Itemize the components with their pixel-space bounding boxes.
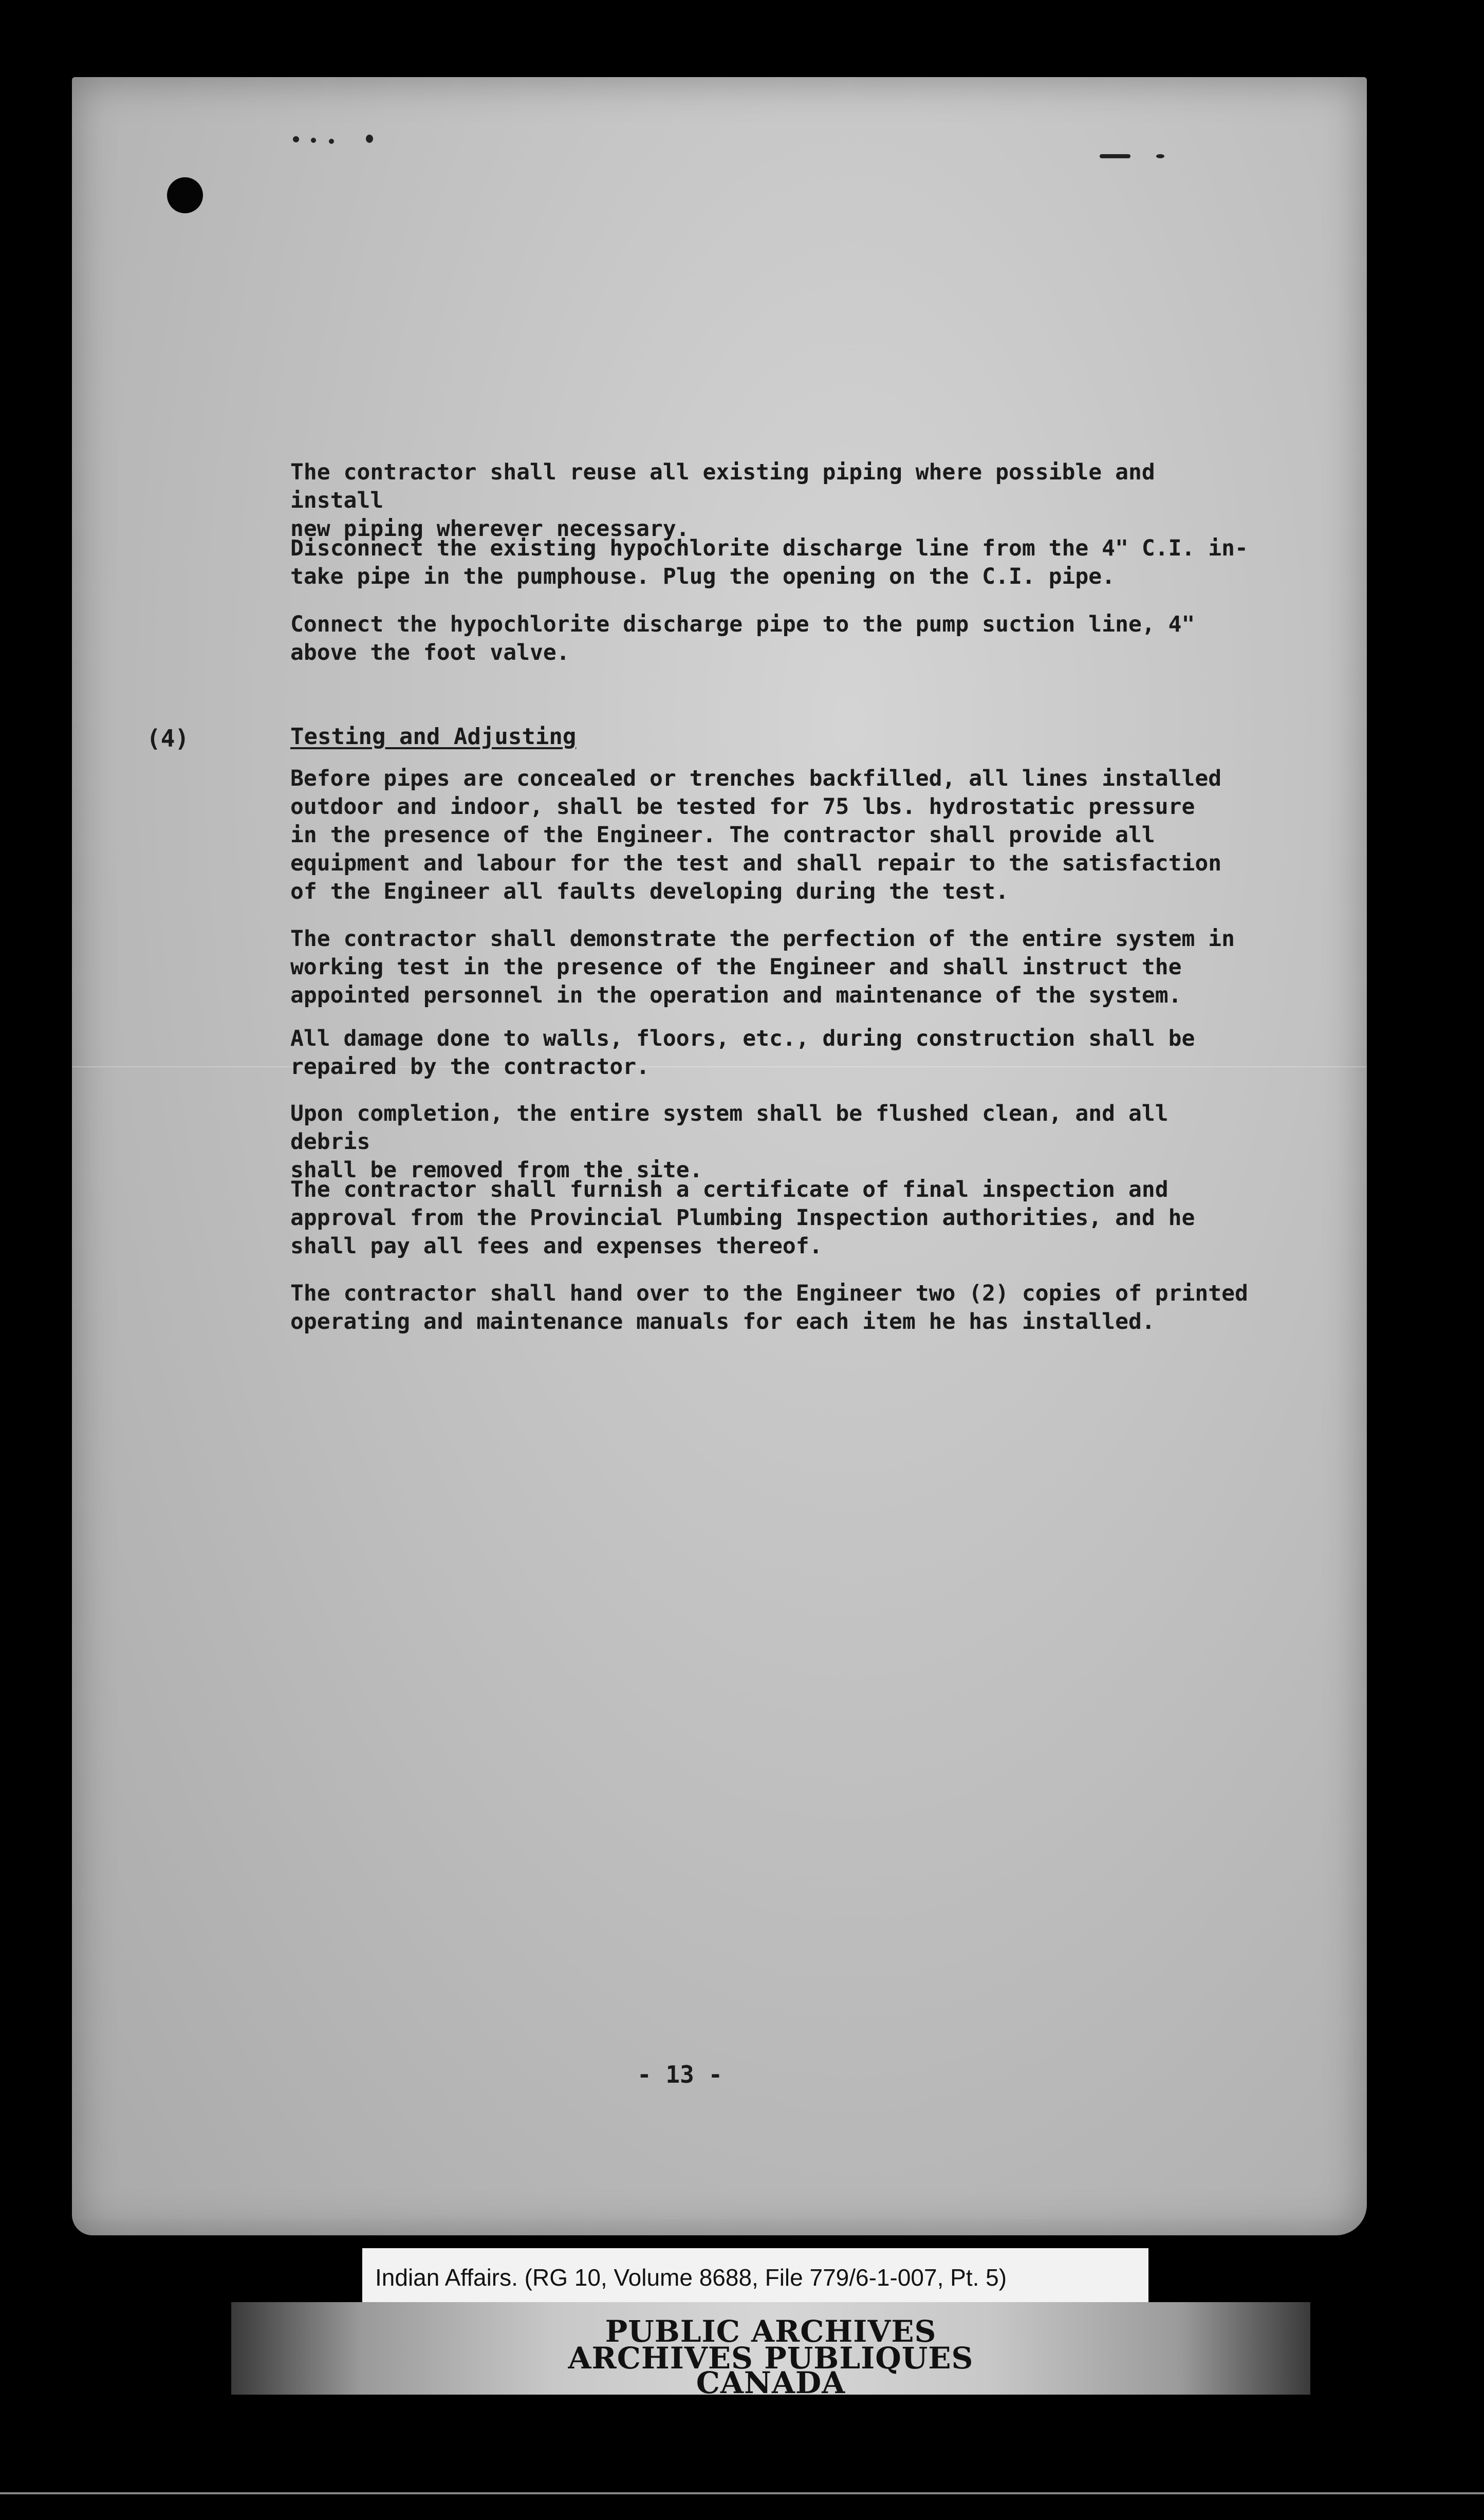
section-number: (4) [146, 725, 190, 752]
punch-hole [167, 177, 203, 213]
speck [329, 139, 334, 144]
section-title: Testing and Adjusting [290, 724, 577, 750]
paragraph-manuals: The contractor shall hand over to the Engineer two (2) copies of printed operating and maintenance manuals for each item he has installed. [290, 1281, 1248, 1335]
paragraph-reuse-piping: The contractor shall reuse all existing piping where possible and install new piping wherever necessary. [290, 459, 1155, 542]
paragraph-damage-repair: All damage done to walls, floors, etc., during construction shall be repaired by the contractor. [290, 1026, 1195, 1080]
paragraph-pressure-test: Before pipes are concealed or trenches backfilled, all lines installed outdoor and indoor, shall be tested for 75 lbs. hydrostatic pressure in the presence of the Engineer. The contractor shall provide all equipment and labour for the test and shall repair to the satisfaction of the Engineer all faults developing during the test. [290, 766, 1222, 904]
speck [366, 135, 373, 143]
stamp-line-archives-publiques: ARCHIVES PUBLIQUES [568, 2341, 974, 2376]
speck [293, 136, 299, 142]
speck [1100, 154, 1130, 158]
paragraph-disconnect-discharge-line: Disconnect the existing hypochlorite discharge line from the 4" C.I. in- take pipe in the pumphouse. Plug the opening on the C.I. pipe. [290, 535, 1248, 589]
film-edge [0, 2492, 1484, 2494]
speck [311, 138, 316, 143]
archive-stamp [231, 2302, 1310, 2400]
archive-citation: Indian Affairs. (RG 10, Volume 8688, File 779/6-1-007, Pt. 5) [375, 2264, 1007, 2291]
paragraph-demonstrate-system: The contractor shall demonstrate the perfection of the entire system in working test in the presence of the Engineer and shall instruct the appointed personnel in the operation and maintenance of the system. [290, 926, 1235, 1008]
page-number: - 13 - [637, 2061, 723, 2088]
stamp-line-canada: CANADA [696, 2365, 846, 2400]
stamp-line-public-archives: PUBLIC ARCHIVES [605, 2314, 937, 2349]
paragraph-connect-discharge-pipe: Connect the hypochlorite discharge pipe to the pump suction line, 4" above the foot valve. [290, 612, 1195, 665]
speck [1156, 154, 1164, 158]
paragraph-flush-clean: Upon completion, the entire system shall be flushed clean, and all debris shall be removed from the site. [290, 1101, 1168, 1183]
paragraph-inspection-certificate: The contractor shall furnish a certificate of final inspection and approval from the Provincial Plumbing Inspection authorities, and he shall pay all fees and expenses thereof. [290, 1177, 1195, 1259]
